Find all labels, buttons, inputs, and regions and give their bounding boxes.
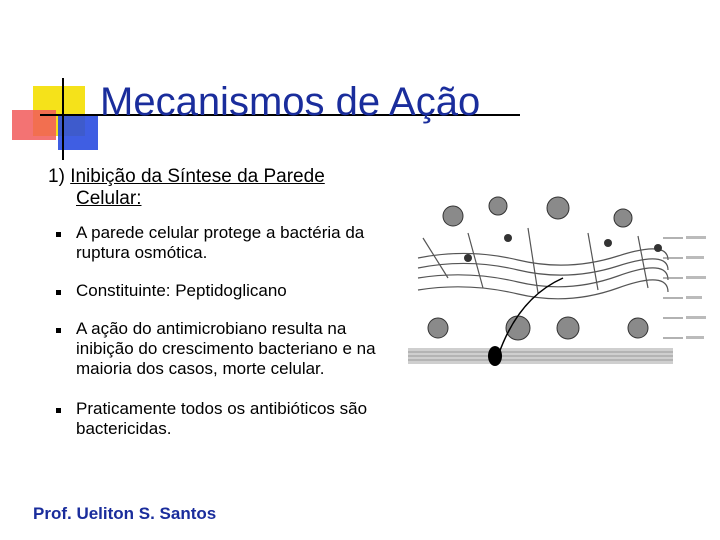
bullet-marker-icon [56, 290, 61, 295]
heading-line2: Celular: [76, 188, 142, 209]
decor-vertical-line [62, 78, 64, 160]
bullet-item [56, 223, 401, 263]
bullet-text: A parede celular protege a bactéria da ruptura osmótica. [76, 223, 365, 262]
footer-author: Prof. Ueliton S. Santos [33, 504, 217, 523]
bullet-text: Praticamente todos os antibióticos são bactericidas. [76, 399, 368, 438]
bullet-item [56, 281, 401, 301]
bullet-item [56, 319, 401, 379]
bullet-text: Constituinte: Peptidoglicano [76, 281, 287, 300]
section-heading [48, 166, 325, 210]
bullet-marker-icon [56, 408, 61, 413]
bullet-marker-icon [56, 232, 61, 237]
heading-number: 1) [48, 166, 65, 187]
decor-blue-square [58, 116, 98, 150]
cell-wall-diagram [408, 178, 708, 378]
bullet-marker-icon [56, 328, 61, 333]
heading-line1: Inibição da Síntese da Parede [70, 166, 325, 187]
bullet-item [56, 399, 401, 439]
slide-title: Mecanismos de Ação [100, 80, 481, 124]
bullet-text: A ação do antimicrobiano resulta na inibição do crescimento bacteriano e na maioria dos casos, morte celular. [76, 319, 376, 378]
bullet-list [56, 223, 401, 439]
